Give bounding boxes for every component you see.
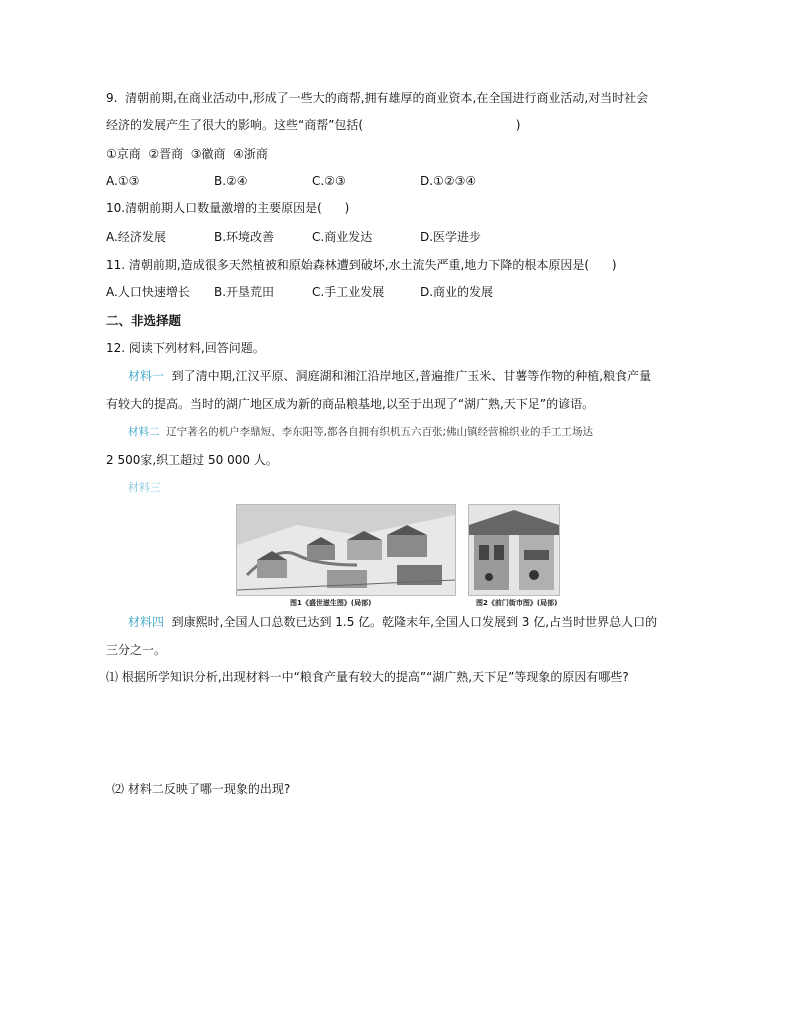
section-heading: 二、非选择题: [106, 313, 182, 328]
q10-option-a[interactable]: A.经济发展: [106, 230, 166, 244]
q9-option-c[interactable]: C.②③: [312, 174, 346, 188]
q10-stem: 10.清朝前期人口数量激增的主要原因是( ): [106, 201, 350, 215]
figure-2-illustration: [469, 505, 559, 595]
q9-stem-line1: 9. 清朝前期,在商业活动中,形成了一些大的商帮,拥有雄厚的商业资本,在全国进行商业活动,对当时社会: [106, 91, 649, 105]
figure-2-painting: [468, 504, 560, 596]
material-2-text-line2: 2 500家,织工超过 50 000 人。: [106, 453, 278, 467]
q10-option-c[interactable]: C.商业发达: [312, 230, 373, 244]
subquestion-2: ⑵ 材料二反映了哪一现象的出现?: [112, 782, 291, 796]
q11-stem: 11. 清朝前期,造成很多天然植被和原始森林遭到破坏,水土流失严重,地力下降的根本原因是( ): [106, 258, 617, 272]
figure-1-illustration: [237, 505, 455, 595]
material-4-label: 材料四: [128, 615, 165, 629]
material-4-text-line1: 到康熙时,全国人口总数已达到 1.5 亿。乾隆末年,全国人口发展到 3 亿,占当时世界总人口的: [164, 615, 658, 629]
q10-option-d[interactable]: D.医学进步: [420, 230, 482, 244]
figure-2-caption: 图2《前门街市图》(局部): [476, 599, 558, 607]
material-4-text-line2: 三分之一。: [106, 643, 167, 657]
material-2-block: [128, 424, 593, 440]
subquestion-1: ⑴ 根据所学知识分析,出现材料一中“粮食产量有较大的提高”“湖广熟,天下足”等现象的原因有哪些?: [106, 670, 629, 684]
material-1-block: [128, 368, 651, 384]
material-2-label: 材料二: [128, 426, 160, 438]
material-1-label: 材料一: [128, 369, 165, 383]
material-4-block: [128, 614, 657, 630]
q11-option-d[interactable]: D.商业的发展: [420, 285, 494, 299]
figure-1-caption: 图1《盛世滋生图》(局部): [290, 599, 372, 607]
q11-option-b[interactable]: B.开垦荒田: [214, 285, 275, 299]
q9-option-d[interactable]: D.①②③④: [420, 174, 477, 188]
material-3-label: 材料三: [128, 481, 161, 494]
q12-intro: 12. 阅读下列材料,回答问题。: [106, 341, 265, 355]
answer-area-2[interactable]: [106, 802, 686, 922]
answer-area-1[interactable]: [106, 690, 686, 770]
q9-option-a[interactable]: A.①③: [106, 174, 140, 188]
material-1-text-line2: 有较大的提高。当时的湖广地区成为新的商品粮基地,以至于出现了“湖广熟,天下足”的谚语。: [106, 397, 595, 411]
q11-option-a[interactable]: A.人口快速增长: [106, 285, 190, 299]
q10-option-b[interactable]: B.环境改善: [214, 230, 275, 244]
q9-option-b[interactable]: B.②④: [214, 174, 248, 188]
q9-items: ①京商 ②晋商 ③徽商 ④浙商: [106, 147, 268, 161]
material-1-text-line1: 到了清中期,江汉平原、洞庭湖和湘江沿岸地区,普遍推广玉米、甘薯等作物的种植,粮食产量: [164, 369, 652, 383]
q9-stem-line2: 经济的发展产生了很大的影响。这些“商帮”包括( ): [106, 118, 521, 132]
q11-option-c[interactable]: C.手工业发展: [312, 285, 385, 299]
material-2-text-line1: 辽宁著名的机户李鼎短、李东阳等,都各自拥有织机五六百张;佛山镇经营棉织业的手工工场达: [159, 426, 594, 438]
figure-1-painting: [236, 504, 456, 596]
